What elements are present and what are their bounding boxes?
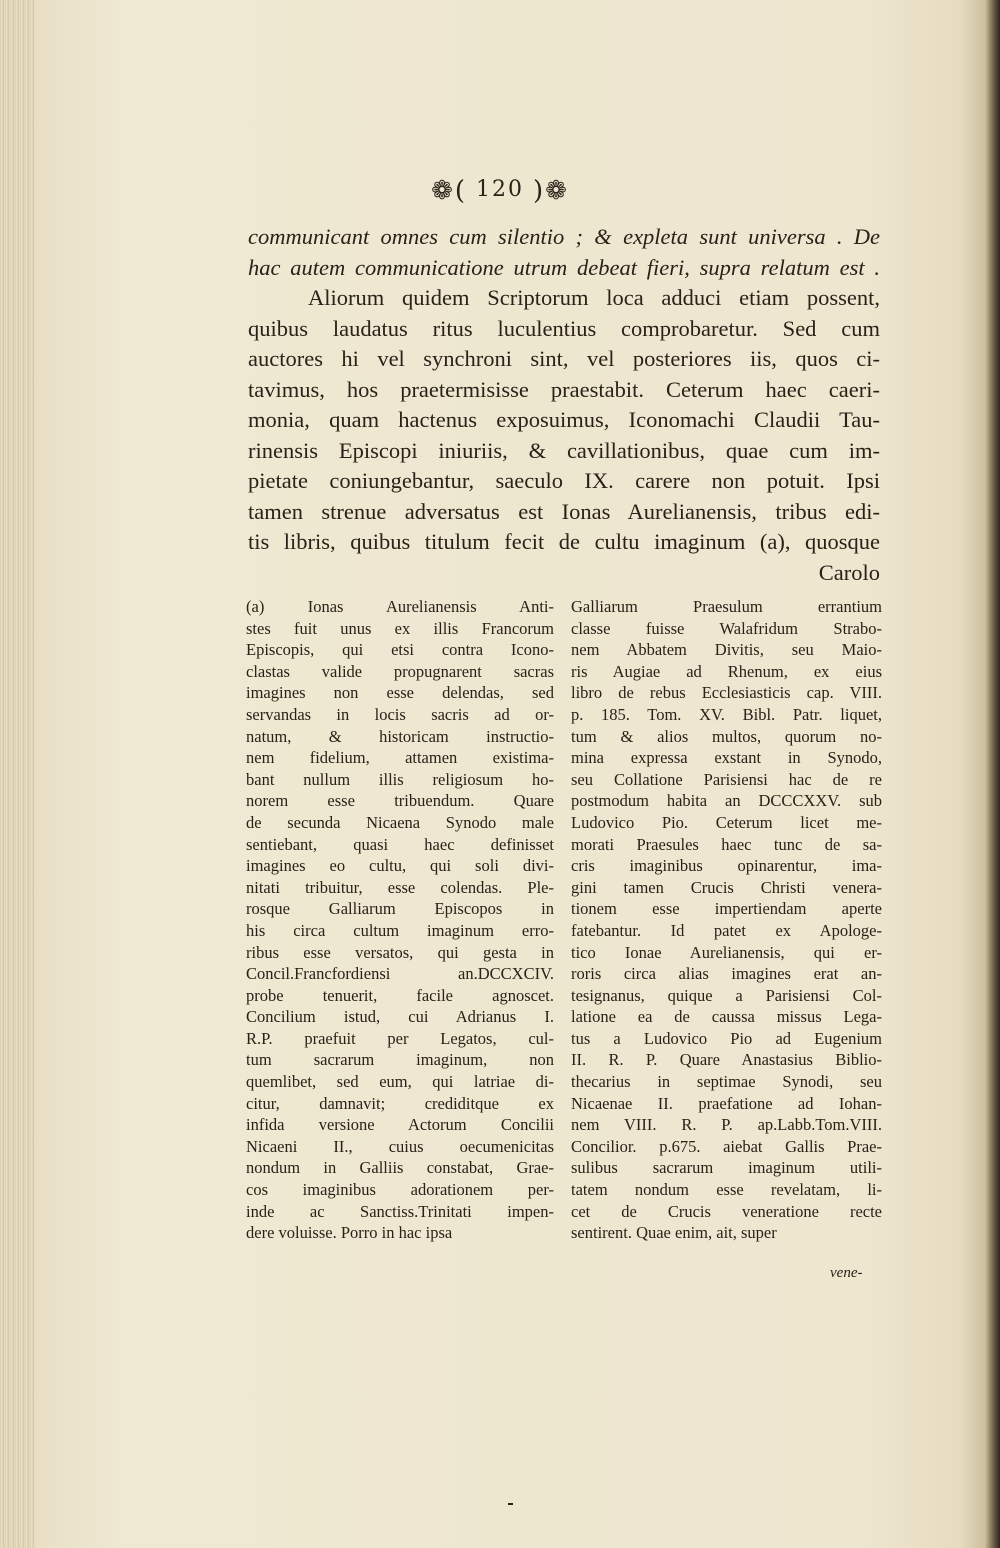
main-text: [248, 222, 880, 588]
footnote-line: tico Ionae Aurelianensis, qui er-: [571, 942, 882, 962]
footnote-line: inde ac Sanctiss.Trinitati impen-: [246, 1201, 554, 1221]
footnote-line: probe tenuerit, facile agnoscet.: [246, 985, 554, 1005]
left-ornament-icon: ❁(: [431, 176, 467, 206]
footnote-line: roris circa alias imagines erat an-: [571, 964, 882, 984]
main-line: tamen strenue adversatus est Ionas Aurelianensis, tribus edi-: [248, 498, 880, 524]
footnote-line: fatebantur. Id patet ex Apologe-: [571, 920, 882, 940]
footnote-line: Concilior. p.675. aiebat Gallis Prae-: [571, 1136, 882, 1156]
footnote-line: II. R. P. Quare Anastasius Biblio-: [571, 1050, 882, 1070]
main-line: tavimus, hos praetermisisse praestabit. Ceterum haec caeri-: [248, 376, 880, 402]
footnote-line: imagines eo cultu, qui soli divi-: [246, 856, 554, 876]
footnote-line: nitati tribuitur, esse colendas. Ple-: [246, 877, 554, 897]
footnote-line: Nicaeni II., cuius oecumenicitas: [246, 1136, 554, 1156]
footnote-line: R.P. praefuit per Legatos, cul-: [246, 1028, 554, 1048]
footnote-line: classe fuisse Walafridum Strabo-: [571, 618, 882, 638]
footnote-column-right: [571, 596, 882, 1244]
footnote-line: natum, & historicam instructio-: [246, 726, 554, 746]
binding-gutter: [0, 0, 34, 1548]
footnote-line: morati Praesules haec tunc de sa-: [571, 834, 882, 854]
footnote-line: tum & alios multos, quorum no-: [571, 726, 882, 746]
main-line: rinensis Episcopi iniuriis, & cavillationibus, quae cum im-: [248, 437, 880, 463]
catchword: vene-: [830, 1265, 863, 1281]
main-line: tis libris, quibus titulum fecit de cultu imaginum (a), quosque: [248, 529, 880, 554]
footnote-line: libro de rebus Ecclesiasticis cap. VIII.: [571, 683, 882, 703]
footnote-line: nem fidelium, attamen existima-: [246, 748, 554, 768]
page-number: 120: [476, 177, 524, 202]
footnote-line: seu Collatione Parisiensi hac de re: [571, 769, 882, 789]
footnote-line: Ludovico Pio. Ceterum licet me-: [571, 812, 882, 832]
main-line: quibus laudatus ritus luculentius comprobaretur. Sed cum: [248, 315, 880, 341]
footnote-line: tesignanus, quique a Parisiensi Col-: [571, 985, 882, 1005]
main-line: pietate coniungebantur, saeculo IX. carere non potuit. Ipsi: [248, 468, 880, 493]
main-line: auctores hi vel synchroni sint, vel posteriores iis, quos ci-: [248, 346, 880, 371]
main-line: monia, quam hactenus exposuimus, Iconomachi Claudii Tau-: [248, 407, 880, 432]
right-ornament-icon: )❁: [533, 176, 569, 206]
footnote-line: bant nullum illis religiosum ho-: [246, 769, 554, 789]
footnote-line: tatem nondum esse revelatam, li-: [571, 1180, 882, 1200]
footnote-line: latione ea de caussa missus Lega-: [571, 1007, 882, 1027]
footnote-line: (a) Ionas Aurelianensis Anti-: [246, 597, 554, 616]
footnote-line: cet de Crucis veneratione recte: [571, 1201, 882, 1221]
footnote-line: cos imaginibus adorationem per-: [246, 1180, 554, 1200]
footnote-line: norem esse tribuendum. Quare: [246, 791, 554, 811]
footnote-line: clastas valide propugnarent sacras: [246, 661, 554, 681]
footnote-line: Episcopis, qui etsi contra Icono-: [246, 640, 554, 660]
footnote-line: dere voluisse. Porro in hac ipsa: [246, 1223, 453, 1243]
footnote-line: ribus esse versatos, qui gesta in: [246, 942, 554, 962]
footnote-line: tum sacrarum imaginum, non: [246, 1050, 554, 1070]
footnote-line: tionem esse impertiendam aperte: [571, 899, 882, 919]
footnote-line: sentiebant, quasi haec definisset: [246, 834, 554, 854]
footnote-line: nem Abbatem Divitis, seu Maio-: [571, 640, 882, 660]
footnote-line: sulibus sacrarum imaginum utili-: [571, 1158, 882, 1178]
footnote-line: servandas in locis sacris ad or-: [246, 704, 554, 724]
footnote-line: gini tamen Crucis Christi venera-: [571, 877, 882, 897]
footnote-line: p. 185. Tom. XV. Bibl. Patr. liquet,: [571, 704, 882, 724]
footnote-line: quemlibet, sed eum, qui latriae di-: [246, 1072, 554, 1092]
footnote-line: rosque Galliarum Episcopos in: [246, 899, 554, 919]
footnote-line: imagines non esse delendas, sed: [246, 683, 554, 703]
footnote-line: thecarius in septimae Synodi, seu: [571, 1072, 882, 1092]
footnote-line: cris imaginibus opinarentur, ima-: [571, 856, 882, 876]
footnote-line: infida versione Actorum Concilii: [246, 1115, 554, 1135]
main-line: communicant omnes cum silentio ; & expleta sunt universa . De: [248, 224, 880, 249]
page-header: [0, 176, 1000, 206]
footnote-line: nem VIII. R. P. ap.Labb.Tom.VIII.: [571, 1115, 882, 1135]
footnote-line: his circa cultum imaginum erro-: [246, 920, 554, 940]
footnote-line: Concilium istud, cui Adrianus I.: [246, 1007, 554, 1027]
main-catchword: Carolo: [818, 559, 880, 585]
footnote-line: Nicaenae II. praefatione ad Iohan-: [571, 1093, 882, 1113]
footnote-line: stes fuit unus ex illis Francorum: [246, 618, 554, 638]
footnote-line: postmodum habita an DCCCXXV. sub: [571, 791, 882, 811]
footnote-line: ris Augiae ad Rhenum, ex eius: [571, 661, 882, 681]
footnote-line: citur, damnavit; crediditque ex: [246, 1093, 554, 1113]
footnote-line: Galliarum Praesulum errantium: [571, 597, 882, 616]
footnote-line: nondum in Galliis constabat, Grae-: [246, 1158, 554, 1178]
footnote-line: Concil.Francfordiensi an.DCCXCIV.: [246, 964, 554, 984]
signature-mark: [508, 1503, 513, 1505]
main-line: Aliorum quidem Scriptorum loca adduci etiam possent,: [308, 285, 880, 310]
main-line: hac autem communicatione utrum debeat fieri, supra relatum est .: [248, 254, 880, 280]
footnote-column-left: [246, 596, 554, 1244]
footnote-line: mina expressa exstant in Synodo,: [571, 748, 882, 768]
footnote-line: tus a Ludovico Pio ad Eugenium: [571, 1028, 882, 1048]
footnote-line: de secunda Nicaena Synodo male: [246, 812, 554, 832]
footnote-line: sentirent. Quae enim, ait, super: [571, 1223, 777, 1243]
